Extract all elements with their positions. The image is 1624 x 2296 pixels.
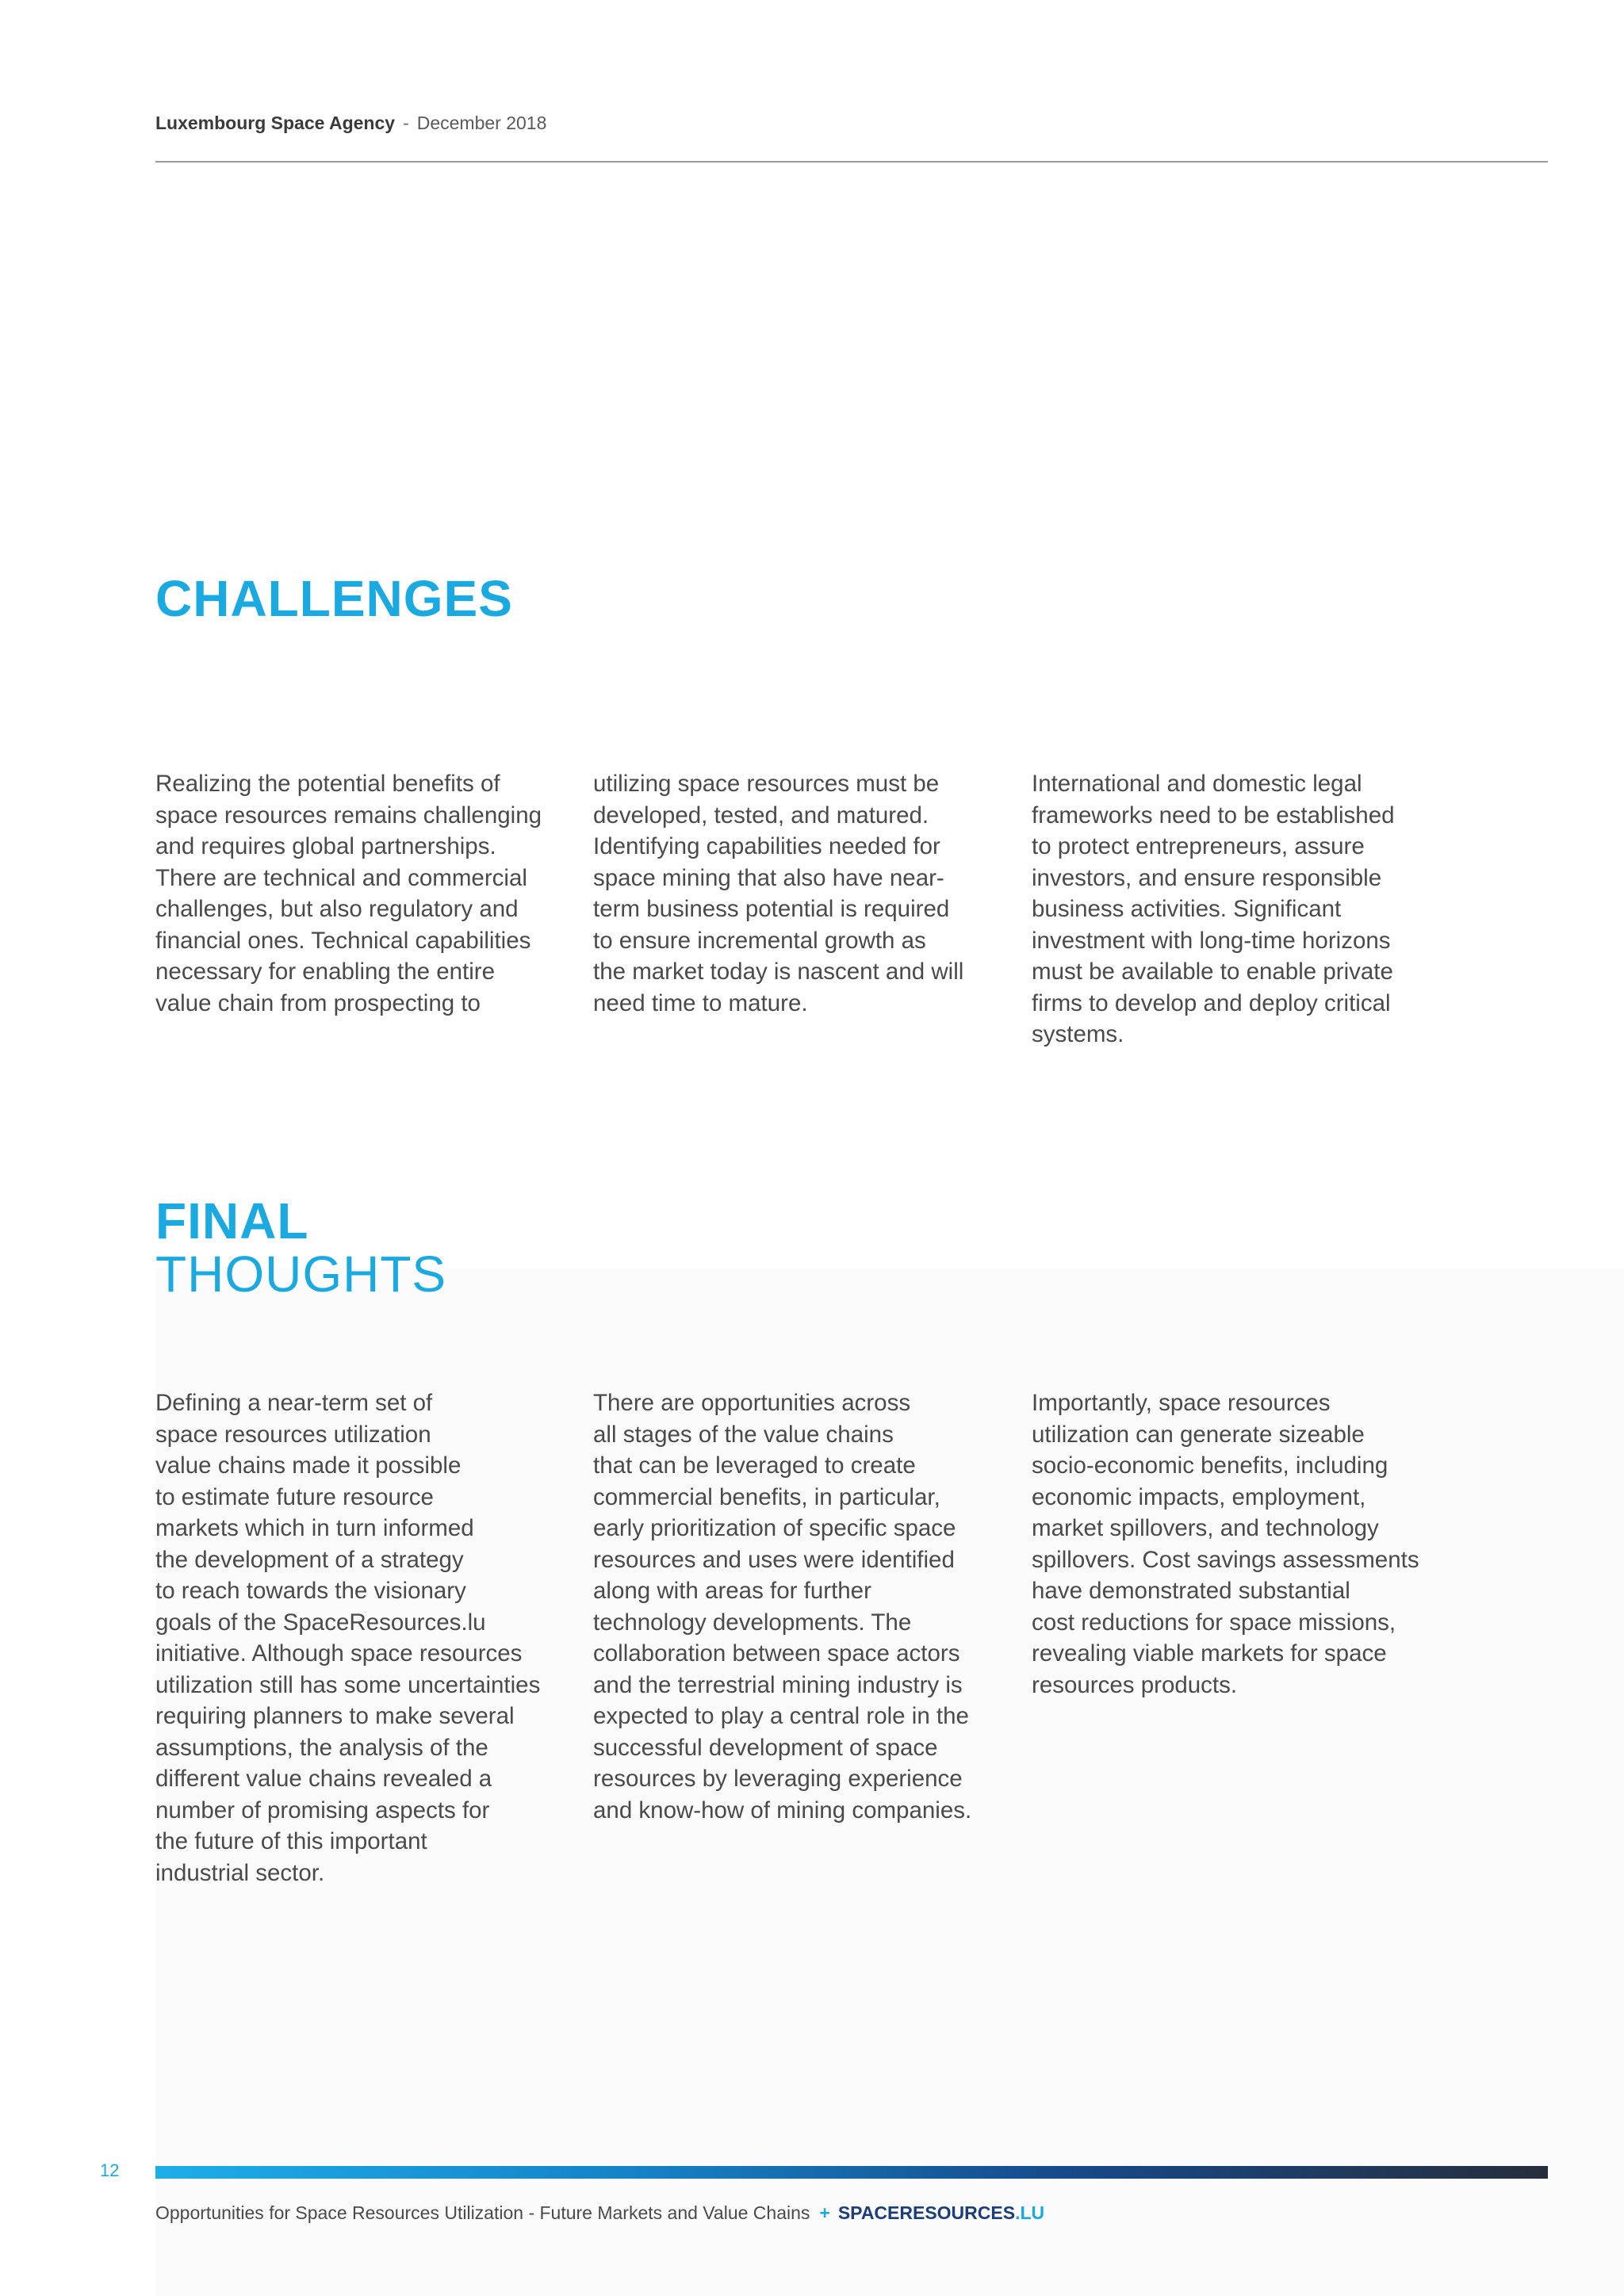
text-line: the development of a strategy [155,1546,464,1573]
text-line: resources and uses were identified [593,1546,955,1573]
text-line: have demonstrated substantial [1032,1578,1350,1604]
text-line: space resources utilization [155,1421,431,1448]
header-date: December 2018 [416,113,547,133]
text-line: different value chains revealed a [155,1766,492,1792]
text-line: collaboration between space actors [593,1640,960,1667]
footer-gradient-bar [155,2166,1548,2179]
text-line: resources products. [1032,1671,1238,1698]
text-line: to reach towards the visionary [155,1578,466,1604]
text-line: There are technical and commercial [155,864,527,891]
final-thoughts-column-1 [155,1387,560,1888]
text-line: utilization still has some uncertainties [155,1671,541,1698]
challenges-column-2 [593,768,998,1019]
text-line: to protect entrepreneurs, assure [1032,833,1365,859]
text-line: business activities. Significant [1032,896,1342,922]
text-line: firms to develop and deploy critical [1032,989,1391,1016]
text-line: revealing viable markets for space [1032,1640,1387,1667]
page-number: 12 [100,2160,120,2180]
final-thoughts-heading-light: THOUGHTS [155,1246,447,1303]
text-line: technology developments. The [593,1609,912,1636]
text-line: commercial benefits, in particular, [593,1483,940,1510]
text-line: challenges, but also regulatory and [155,896,519,922]
running-header [155,113,546,134]
final-thoughts-heading-bold: FINAL [155,1192,309,1249]
text-line: along with areas for further [593,1578,871,1604]
text-line: the market today is nascent and will [593,959,964,985]
text-line: There are opportunities across [593,1390,911,1416]
text-line: Importantly, space resources [1032,1390,1331,1416]
challenges-column-1 [155,768,560,1019]
header-separator: - [403,113,409,133]
text-line: value chain from prospecting to [155,989,481,1016]
text-line: utilizing space resources must be [593,771,940,797]
challenges-heading: CHALLENGES [155,570,513,627]
text-line: investment with long-time horizons [1032,927,1391,954]
text-line: successful development of space [593,1734,938,1761]
text-line: investors, and ensure responsible [1032,864,1382,891]
text-line: markets which in turn informed [155,1515,474,1541]
text-line: term business potential is required [593,896,950,922]
text-line: assumptions, the analysis of the [155,1734,488,1761]
text-line: economic impacts, employment, [1032,1483,1366,1510]
text-line: to ensure incremental growth as [593,927,926,954]
text-line: Identifying capabilities needed for [593,833,940,859]
text-line: initiative. Although space resources [155,1640,523,1667]
text-line: frameworks need to be established [1032,802,1395,828]
text-line: and the terrestrial mining industry is [593,1671,963,1698]
brand-domain: .LU [1015,2202,1045,2223]
text-line: number of promising aspects for [155,1797,490,1823]
text-line: goals of the SpaceResources.lu [155,1609,486,1636]
text-line: value chains made it possible [155,1452,462,1479]
brand-name: SPACERESOURCES [837,2202,1016,2223]
text-line: International and domestic legal [1032,771,1362,797]
final-thoughts-heading [155,1192,447,1303]
text-line: expected to play a central role in the [593,1703,969,1729]
plus-icon: + [819,2202,830,2223]
text-line: Realizing the potential benefits of [155,771,500,797]
text-line: must be available to enable private [1032,959,1393,985]
running-footer [155,2202,1044,2224]
text-line: Defining a near-term set of [155,1390,433,1416]
text-line: utilization can generate sizeable [1032,1421,1365,1448]
text-line: market spillovers, and technology [1032,1515,1379,1541]
text-line: space resources remains challenging [155,802,542,828]
text-line: all stages of the value chains [593,1421,894,1448]
text-line: socio-economic benefits, including [1032,1452,1388,1479]
text-line: space mining that also have near- [593,864,944,891]
organization-name: Luxembourg Space Agency [155,113,396,133]
document-title: Opportunities for Space Resources Utilization - Future Markets and Value Chains [155,2202,810,2223]
text-line: need time to mature. [593,989,808,1016]
text-line: developed, tested, and matured. [593,802,929,828]
text-line: cost reductions for space missions, [1032,1609,1396,1636]
final-thoughts-column-3 [1032,1387,1436,1701]
text-line: resources by leveraging experience [593,1766,963,1792]
text-line: that can be leveraged to create [593,1452,916,1479]
text-line: and requires global partnerships. [155,833,496,859]
header-divider [155,161,1548,163]
text-line: necessary for enabling the entire [155,959,496,985]
text-line: the future of this important [155,1828,427,1854]
text-line: and know-how of mining companies. [593,1797,972,1823]
final-thoughts-column-2 [593,1387,998,1826]
text-line: requiring planners to make several [155,1703,515,1729]
text-line: systems. [1032,1021,1124,1047]
text-line: to estimate future resource [155,1483,434,1510]
text-line: early prioritization of specific space [593,1515,956,1541]
text-line: financial ones. Technical capabilities [155,927,531,954]
challenges-column-3 [1032,768,1436,1050]
text-line: industrial sector. [155,1859,325,1886]
text-line: spillovers. Cost savings assessments [1032,1546,1419,1573]
